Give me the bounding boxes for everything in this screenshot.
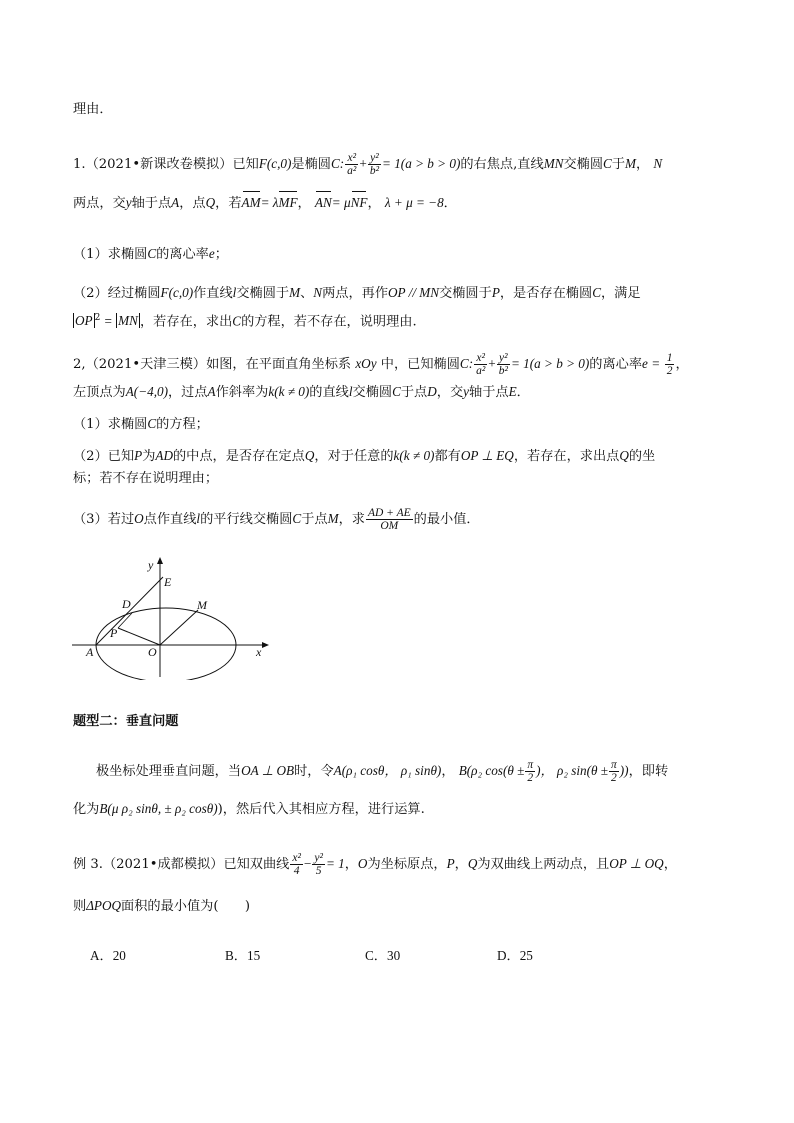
problem-1-question-1: （1）求椭圆C的离心率e； xyxy=(73,246,228,262)
fraction-pi-2: $\frac{\pi}{2}$ xyxy=(527,759,534,784)
fraction-pi-2-b: $\frac{\pi}{2}$ xyxy=(611,759,617,784)
label-e: E xyxy=(164,575,172,589)
segment-om xyxy=(160,610,198,645)
section-title: 题型二：垂直问题 xyxy=(73,714,179,729)
fraction-x2-a2-p2: $\frac{\text{x²}}{\text{a²}}$ xyxy=(476,352,486,377)
fraction-x2-a2: $\frac{\text{x²}}{\text{a²}}$ xyxy=(347,152,357,177)
problem-2-question-2-line-1: （2）已知P为AD的中点，是否存在定点Q，对于任意的k(k ≠ 0)都有OP ⊥ EQ，若存在，求出点Q的坐 xyxy=(73,448,656,464)
choice-d[interactable]: D．25 xyxy=(497,948,533,963)
segment-op xyxy=(118,628,160,645)
fraction-y2-5: $\frac{\text{y²}}{5}$ xyxy=(314,852,323,877)
problem-1-line-2: 两点，交y轴于点A，点Q，若AM= λMF， AN= μNF， λ + μ = −8． xyxy=(73,195,457,211)
label-d: D xyxy=(122,597,131,611)
problem-1-line-1: 1.（2021•新课改卷模拟）已知F(c,0)是椭圆C: $\frac{\text{x²}}{\text{a²}}$ + $\frac{\text{y²}}{\text{b²}}$ = 1(a > b > 0)的右焦点,直线MN交椭圆C于M， N xyxy=(73,152,663,177)
fraction-ad-ae-om: $\frac{AD + AE}{OM}$ xyxy=(367,507,411,532)
choice-c[interactable]: C．30 xyxy=(365,948,401,963)
label-x: x xyxy=(256,645,262,659)
problem-2-line-2: 左顶点为A(−4,0)，过点A作斜率为k(k ≠ 0)的直线l交椭圆C于点D，交y轴于点E． xyxy=(73,384,530,400)
problem-1-question-2-line-1: （2）经过椭圆F(c,0)作直线l交椭圆于M、N两点，再作OP // MN交椭圆于P，是否存在椭圆C，满足 xyxy=(73,285,641,301)
example-3-line-2: 则ΔPOQ面积的最小值为( ) xyxy=(73,898,251,914)
section-intro-line-2: 化为B(μ ρ₂ sinθ, ± ρ₂ cosθ))，然后代入其相应方程，进行运算. xyxy=(73,801,425,817)
fraction-y2-b2-p2: $\frac{\text{y²}}{\text{b²}}$ xyxy=(498,352,508,377)
ellipse-diagram xyxy=(70,555,270,680)
problem-2-question-2-line-2: 标；若不存在说明理由； xyxy=(73,471,219,486)
problem-2-line-1: 2,（2021•天津三模）如图，在平面直角坐标系 xOy 中，已知椭圆C: $\frac{\text{x²}}{\text{a²}}$ + $\frac{\text{y²}}{\text{b²}}$ = 1(a > b > 0)的离心率e = $\frac{1}{2}$ ， xyxy=(73,352,689,377)
continued-text: 理由． xyxy=(73,102,113,117)
y-axis-arrow xyxy=(157,557,163,564)
choice-b[interactable]: B．15 xyxy=(225,948,261,963)
label-p: P xyxy=(110,626,118,640)
label-m: M xyxy=(197,598,207,612)
line-l xyxy=(96,577,163,645)
problem-1-question-2-line-2: OP $^2$ = MN ，若存在，求出C的方程，若不存在，说明理由. xyxy=(75,313,417,330)
ellipse xyxy=(96,608,236,680)
label-y: y xyxy=(148,558,154,572)
x-axis-arrow xyxy=(262,642,269,648)
fraction-one-half: $\frac{1}{2}$ xyxy=(666,352,673,377)
choice-a[interactable]: A．20 xyxy=(90,948,126,963)
fraction-x2-4: $\frac{\text{x²}}{4}$ xyxy=(292,852,301,877)
example-3-line-1: 例 3.（2021•成都模拟）已知双曲线 $\frac{\text{x²}}{4}$ − $\frac{\text{y²}}{5}$ = 1，O为坐标原点，P，Q为双曲线上两动点，且OP ⊥ OQ， xyxy=(73,852,677,877)
section-intro-line-1: 极坐标处理垂直问题，当OA ⊥ OB时，令A(ρ₁ cosθ， ρ₁ sinθ)， B(ρ₂ cos(θ ± $\frac{\pi}{2}$ )， ρ₂ sin(θ ± $\frac{\pi}{2}$ ))，即转 xyxy=(96,759,669,784)
problem-2-question-1: （1）求椭圆C的方程； xyxy=(73,416,209,432)
label-a: A xyxy=(86,645,94,659)
problem-2-question-3: （3）若过O点作直线l的平行线交椭圆C于点M，求 $\frac{AD + AE}{OM}$ 的最小值． xyxy=(73,507,480,532)
fraction-y2-b2: $\frac{\text{y²}}{\text{b²}}$ xyxy=(369,152,380,177)
label-o: O xyxy=(148,645,157,659)
